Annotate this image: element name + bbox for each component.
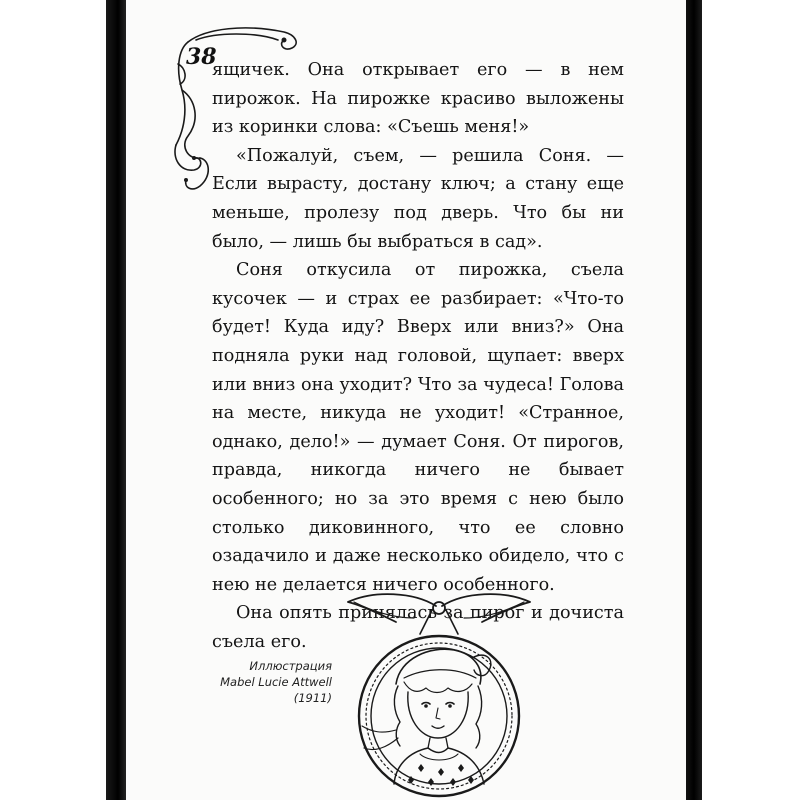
- illustration-caption: [182, 658, 332, 706]
- paragraph-4: Она опять принялась за пирог и дочиста съела его.: [212, 603, 624, 652]
- paragraph-2: «Пожалуй, съем, — решила Соня. — Если вырасту, достану ключ; а стану еще меньше, пролезу под дверь. Что бы ни было, — лишь бы выбраться в сад».: [212, 145, 624, 252]
- page-number: 38: [186, 44, 217, 70]
- page-edge-left: [106, 0, 126, 800]
- caption-line-1: Иллюстрация: [249, 659, 332, 673]
- book-page: [126, 0, 686, 800]
- caption-line-3: (1911): [293, 691, 332, 705]
- paragraph-3: Соня откусила от пирожка, съела кусочек — и страх ее разбирает: «Что-то будет! Куда иду? Вверх или вниз?» Она подняла руки над головой, щупает: вверх или вниз она уходит? Что за чудеса! Голова на месте, никуда не уходит! «Странное, однако, дело!» — думает Соня. От пирогов, правда, никогда ничего не бывает особенного; но за это время с нею было столько диковинного, что ее словно озадачило и даже несколько обидело, что с нею не делается ничего особенного.: [212, 260, 624, 595]
- girl-medallion-illustration: [334, 588, 544, 800]
- paragraph-1: ящичек. Она открывает его — в нем пирожок. На пирожке красиво выложены из коринки слова: «Съешь меня!»: [212, 60, 624, 138]
- body-text: [212, 56, 624, 656]
- caption-line-2: Mabel Lucie Attwell: [220, 675, 332, 689]
- page-edge-right: [686, 0, 702, 800]
